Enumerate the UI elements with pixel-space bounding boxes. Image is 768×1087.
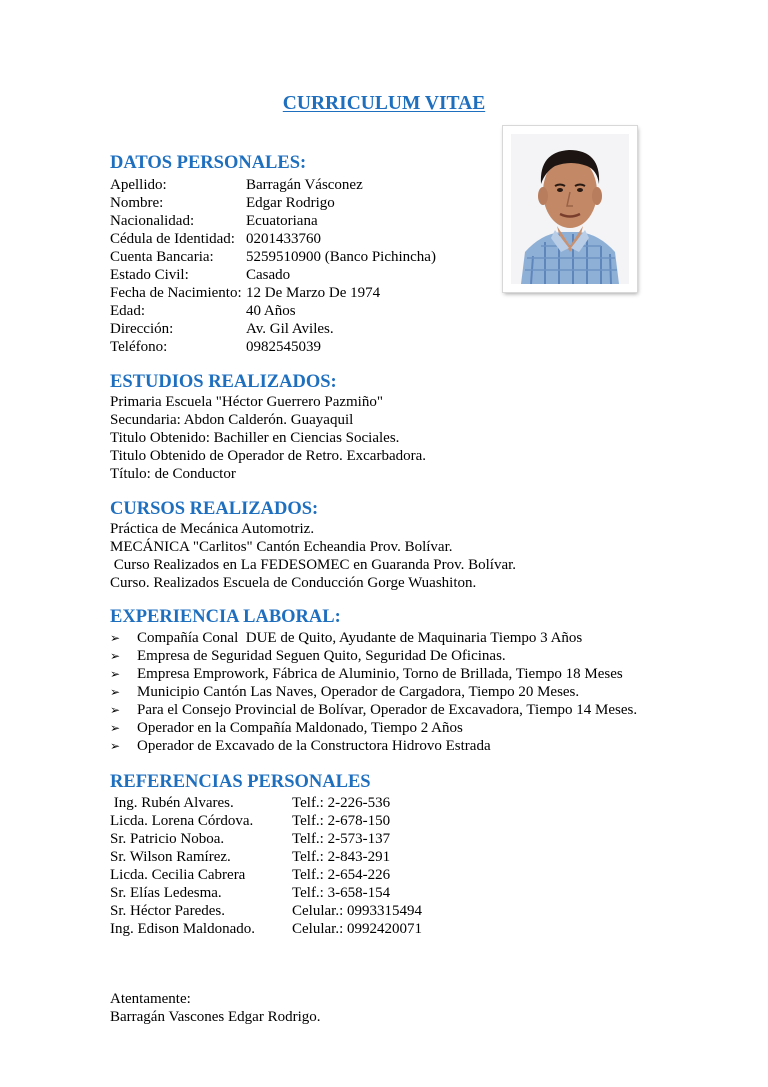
experience-item	[110, 701, 637, 719]
field-label: Apellido:	[110, 177, 167, 193]
reference-phone: Celular.: 0992420071	[292, 921, 422, 937]
field-label: Estado Civil:	[110, 267, 189, 283]
experience-item	[110, 665, 623, 683]
experience-text: Para el Consejo Provincial de Bolívar, Operador de Excavadora, Tiempo 14 Meses.	[137, 702, 638, 718]
experience-text: Municipio Cantón Las Naves, Operador de Cargadora, Tiempo 20 Meses.	[137, 684, 580, 700]
personal-field-bank-account	[110, 248, 436, 266]
reference-phone: Celular.: 0993315494	[292, 903, 422, 919]
experience-item	[110, 629, 582, 647]
reference-name: Sr. Wilson Ramírez.	[110, 849, 231, 865]
reference-name: Sr. Patricio Noboa.	[110, 831, 225, 847]
field-value: 40 Años	[246, 303, 296, 319]
reference-row	[110, 830, 390, 848]
field-value: Av. Gil Aviles.	[246, 321, 334, 337]
experience-text: Empresa Emprowork, Fábrica de Aluminio, Torno de Brillada, Tiempo 18 Meses	[137, 666, 623, 682]
course-line: Curso. Realizados Escuela de Conducción Gorge Wuashiton.	[110, 575, 477, 591]
reference-phone: Telf.: 2-654-226	[292, 867, 391, 883]
reference-row	[110, 920, 422, 938]
experience-heading: EXPERIENCIA LABORAL:	[110, 607, 341, 627]
references-heading: REFERENCIAS PERSONALES	[110, 772, 371, 792]
field-value: Barragán Vásconez	[246, 177, 363, 193]
study-line: Titulo Obtenido: Bachiller en Ciencias Sociales.	[110, 430, 400, 446]
reference-name: Sr. Héctor Paredes.	[110, 903, 225, 919]
field-value: Ecuatoriana	[246, 213, 318, 229]
study-line: Primaria Escuela "Héctor Guerrero Pazmiño"	[110, 394, 383, 410]
document-title: CURRICULUM VITAE	[282, 93, 486, 114]
personal-field-address	[110, 320, 334, 338]
studies-heading: ESTUDIOS REALIZADOS:	[110, 372, 337, 392]
experience-text: Operador en la Compañía Maldonado, Tiempo 2 Años	[137, 720, 463, 736]
arrow-bullet-icon: ➢	[110, 685, 121, 699]
experience-text: Compañía Conal DUE de Quito, Ayudante de Maquinaria Tiempo 3 Años	[137, 630, 583, 646]
field-value: Edgar Rodrigo	[246, 195, 335, 211]
experience-item	[110, 683, 579, 701]
reference-row	[110, 884, 390, 902]
arrow-bullet-icon: ➢	[110, 631, 121, 645]
arrow-bullet-icon: ➢	[110, 649, 121, 663]
reference-row	[110, 848, 390, 866]
reference-phone: Telf.: 2-843-291	[292, 849, 391, 865]
arrow-bullet-icon: ➢	[110, 721, 121, 735]
signature-name: Barragán Vascones Edgar Rodrigo.	[110, 1009, 321, 1025]
study-line: Secundaria: Abdon Calderón. Guayaquil	[110, 412, 354, 428]
study-line: Título: de Conductor	[110, 466, 236, 482]
courses-heading: CURSOS REALIZADOS:	[110, 499, 319, 519]
reference-name: Ing. Rubén Alvares.	[110, 795, 234, 811]
reference-name: Sr. Elías Ledesma.	[110, 885, 222, 901]
field-label: Cuenta Bancaria:	[110, 249, 214, 265]
course-line: Práctica de Mecánica Automotriz.	[110, 521, 315, 537]
field-label: Dirección:	[110, 321, 174, 337]
personal-field-nationality	[110, 212, 318, 230]
arrow-bullet-icon: ➢	[110, 739, 121, 753]
field-value: 0982545039	[246, 339, 321, 355]
personal-field-birthdate	[110, 284, 380, 302]
field-label: Cédula de Identidad:	[110, 231, 235, 247]
field-label: Fecha de Nacimiento:	[110, 285, 242, 301]
reference-row	[110, 866, 390, 884]
field-label: Teléfono:	[110, 339, 168, 355]
profile-photo	[503, 126, 637, 292]
reference-name: Licda. Lorena Córdova.	[110, 813, 254, 829]
reference-name: Licda. Cecilia Cabrera	[110, 867, 246, 883]
field-value: Casado	[246, 267, 291, 283]
arrow-bullet-icon: ➢	[110, 667, 121, 681]
experience-text: Operador de Excavado de la Constructora Hidrovo Estrada	[137, 738, 491, 754]
portrait-image	[511, 134, 629, 284]
personal-field-civil-status	[110, 266, 290, 284]
course-line: Curso Realizados en La FEDESOMEC en Guaranda Prov. Bolívar.	[110, 557, 517, 573]
arrow-bullet-icon: ➢	[110, 703, 121, 717]
field-value: 0201433760	[246, 231, 321, 247]
reference-phone: Telf.: 2-678-150	[292, 813, 391, 829]
personal-field-surname	[110, 176, 363, 194]
experience-item	[110, 647, 506, 665]
reference-row	[110, 902, 422, 920]
field-label: Edad:	[110, 303, 145, 319]
reference-row	[110, 794, 390, 812]
experience-item	[110, 737, 491, 755]
reference-row	[110, 812, 390, 830]
personal-field-phone	[110, 338, 321, 356]
personal-field-age	[110, 302, 296, 320]
reference-phone: Telf.: 3-658-154	[292, 885, 391, 901]
reference-name: Ing. Edison Maldonado.	[110, 921, 255, 937]
study-line: Titulo Obtenido de Operador de Retro. Excarbadora.	[110, 448, 427, 464]
closing-salutation: Atentamente:	[110, 991, 191, 1007]
experience-text: Empresa de Seguridad Seguen Quito, Seguridad De Oficinas.	[137, 648, 506, 664]
course-line: MECÁNICA "Carlitos" Cantón Echeandia Prov. Bolívar.	[110, 539, 453, 555]
field-label: Nacionalidad:	[110, 213, 195, 229]
personal-field-id	[110, 230, 321, 248]
reference-phone: Telf.: 2-573-137	[292, 831, 391, 847]
field-label: Nombre:	[110, 195, 164, 211]
reference-phone: Telf.: 2-226-536	[292, 795, 391, 811]
field-value: 12 De Marzo De 1974	[246, 285, 381, 301]
experience-item	[110, 719, 463, 737]
personal-field-name	[110, 194, 335, 212]
field-value: 5259510900 (Banco Pichincha)	[246, 249, 436, 265]
personal-data-heading: DATOS PERSONALES:	[110, 153, 307, 173]
